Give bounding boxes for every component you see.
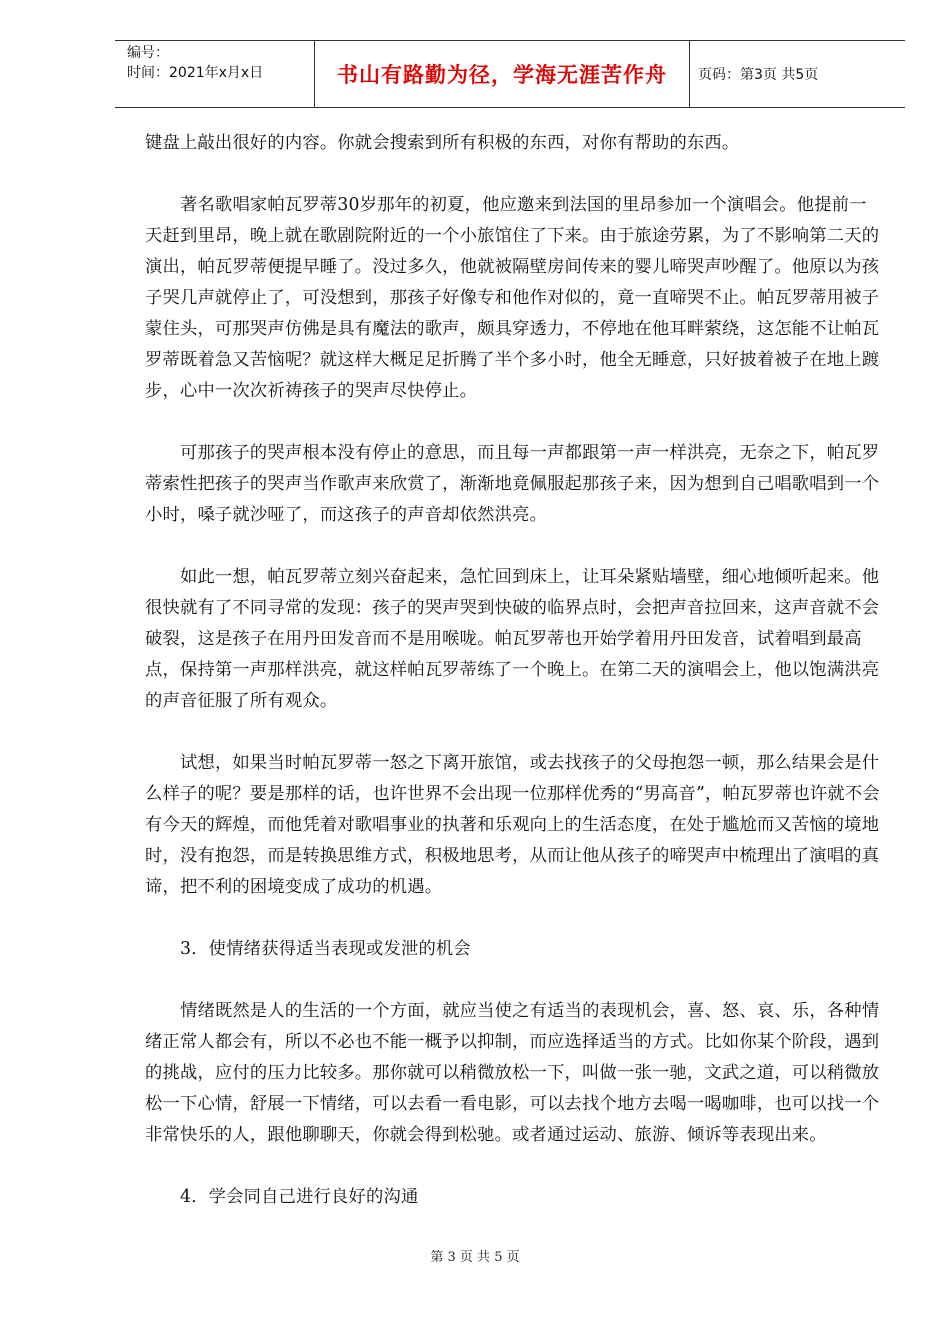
header-motto: 书山有路勤为径，学海无涯苦作舟 [315,41,690,107]
document-time-label: 时间：2021年x月x日 [127,65,264,81]
header-meta [115,41,315,107]
paragraph: 可那孩子的哭声根本没有停止的意思，而且每一声都跟第一声一样洪亮，无奈之下，帕瓦罗蒂索性把孩子的哭声当作歌声来欣赏了，渐渐地竟佩服起那孩子来，因为想到自己唱歌唱到一个小时，嗓子就沙哑了，而这孩子的声音却依然洪亮。 [145,443,880,525]
paragraph: 著名歌唱家帕瓦罗蒂30岁那年的初夏，他应邀来到法国的里昂参加一个演唱会。他提前一天赶到里昂，晚上就在歌剧院附近的一个小旅馆住了下来。由于旅途劳累，为了不影响第二天的演出，帕瓦罗蒂便提早睡了。没过多久，他就被隔壁房间传来的婴儿啼哭声吵醒了。他原以为孩子哭几声就停止了，可没想到，那孩子好像专和他作对似的，竟一直啼哭不止。帕瓦罗蒂用被子蒙住头，可那哭声仿佛是具有魔法的歌声，颇具穿透力，不停地在他耳畔萦绕，这怎能不让帕瓦罗蒂既着急又苦恼呢？就这样大概足足折腾了半个多小时，他全无睡意，只好披着被子在地上踱步，心中一次次祈祷孩子的哭声尽快停止。 [145,195,880,401]
section-heading: 3．使情绪获得适当表现或发泄的机会 [180,939,471,959]
page-footer: 第 3 页 共 5 页 [430,1250,520,1265]
paragraph: 试想，如果当时帕瓦罗蒂一怒之下离开旅馆，或去找孩子的父母抱怨一顿，那么结果会是什么样子的呢？要是那样的话，也许世界不会出现一位那样优秀的“男高音”，帕瓦罗蒂也许就不会有今天的辉煌，而他凭着对歌唱事业的执著和乐观向上的生活态度，在处于尴尬而又苦恼的境地时，没有抱怨，而是转换思维方式，积极地思考，从而让他从孩子的啼哭声中梳理出了演唱的真谛，把不利的困境变成了成功的机遇。 [145,753,880,897]
paragraph: 情绪既然是人的生活的一个方面，就应当使之有适当的表现机会，喜、怒、哀、乐，各种情绪正常人都会有，所以不必也不能一概予以抑制，而应选择适当的方式。比如你某个阶段，遇到的挑战，应付的压力比较多。那你就可以稍微放松一下，叫做一张一驰，文武之道，可以稍微放松一下心情，舒展一下情绪，可以去看一看电影，可以去找个地方去喝一喝咖啡，也可以找一个非常快乐的人，跟他聊聊天，你就会得到松驰。或者通过运动、旅游、倾诉等表现出来。 [145,1001,880,1145]
paragraph: 如此一想，帕瓦罗蒂立刻兴奋起来，急忙回到床上，让耳朵紧贴墙壁，细心地倾听起来。他很快就有了不同寻常的发现：孩子的哭声哭到快破的临界点时，会把声音拉回来，这声音就不会破裂，这是孩子在用丹田发音而不是用喉咙。帕瓦罗蒂也开始学着用丹田发音，试着唱到最高点，保持第一声那样洪亮，就这样帕瓦罗蒂练了一个晚上。在第二天的演唱会上，他以饱满洪亮的声音征服了所有观众。 [145,567,880,711]
header-page-info: 页码：第3页 共5页 [698,67,819,83]
document-number-label: 编号： [127,45,169,61]
page-header [115,40,905,108]
section-heading: 4．学会同自己进行良好的沟通 [180,1187,419,1207]
paragraph: 键盘上敲出很好的内容。你就会搜索到所有积极的东西，对你有帮助的东西。 [145,133,740,153]
document-body [145,128,880,1244]
